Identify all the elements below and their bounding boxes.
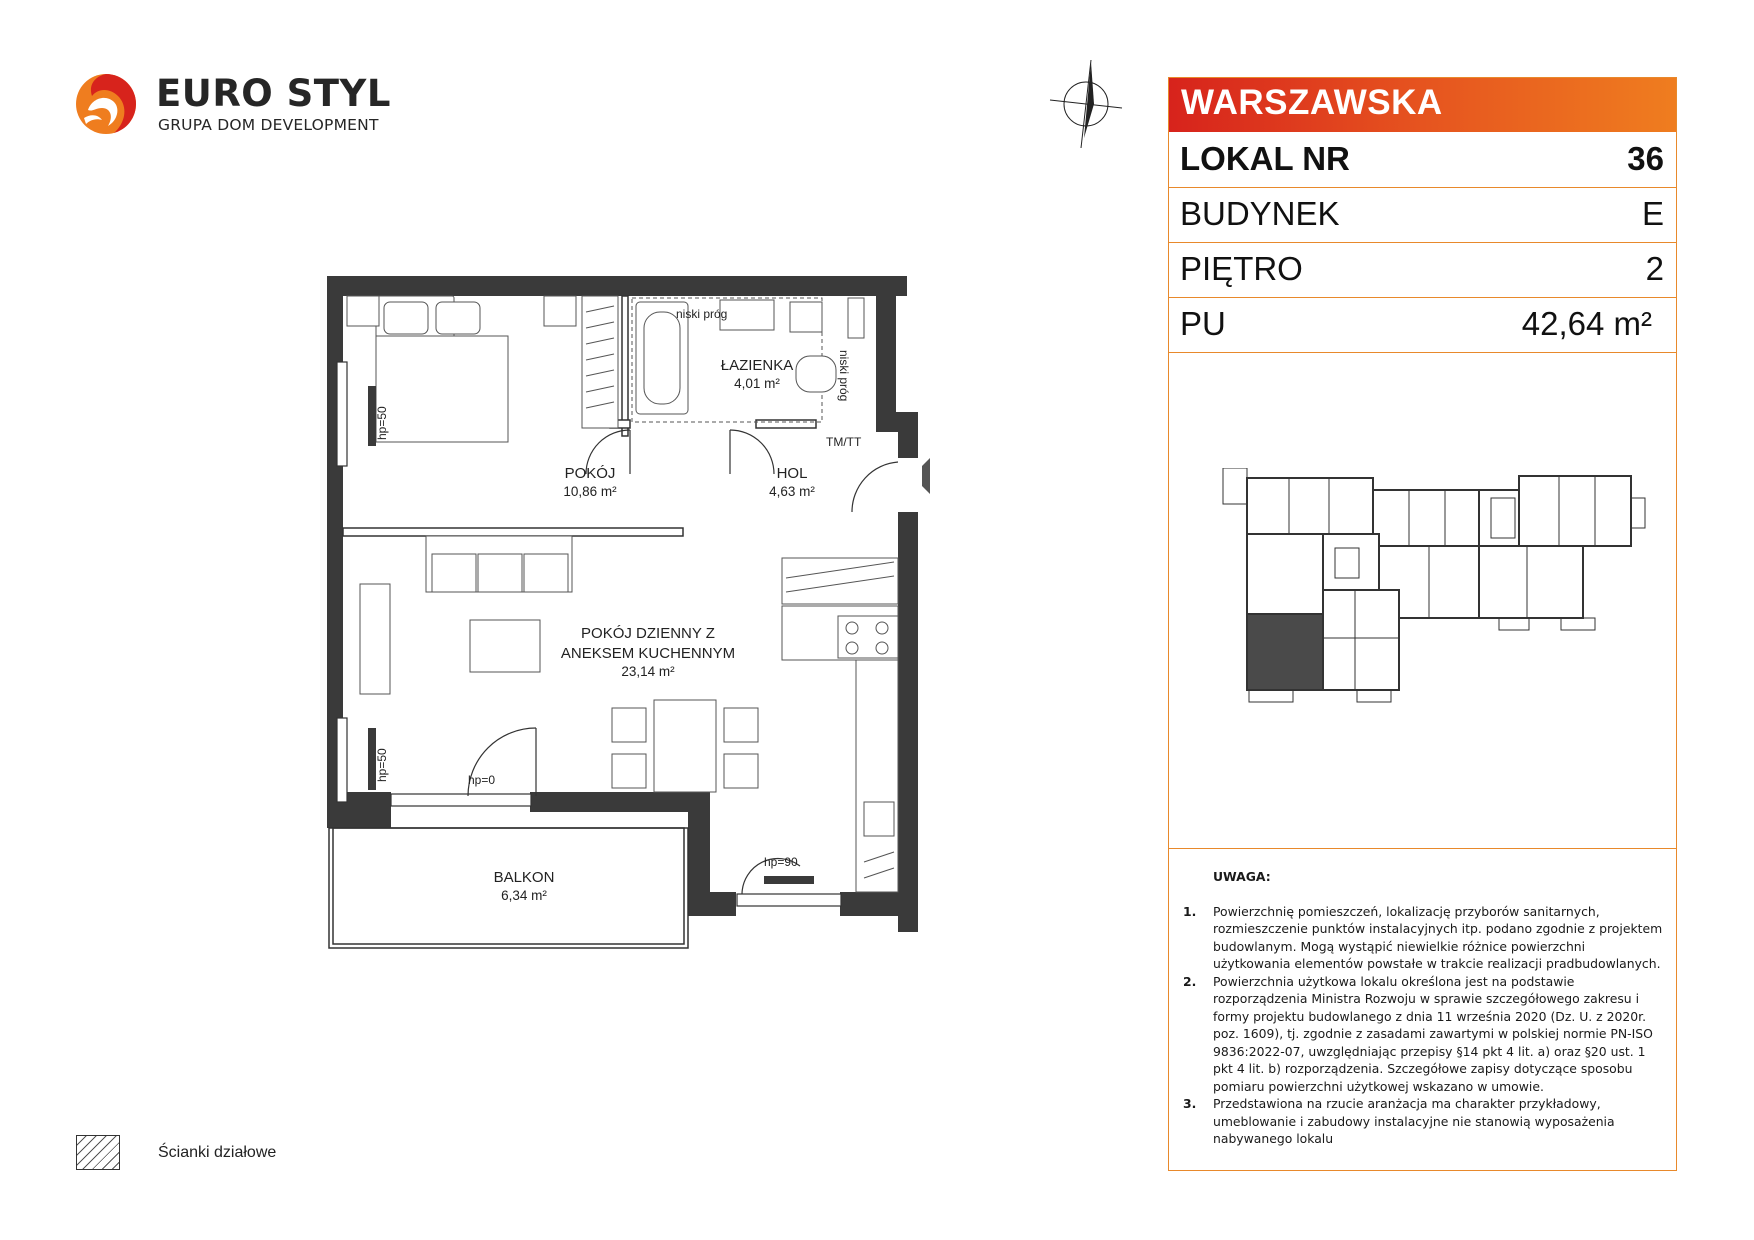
row-pietro xyxy=(1169,242,1676,298)
euro-styl-logo xyxy=(74,70,394,140)
hall-name: HOL xyxy=(776,465,808,482)
hp0-label: hp=0 xyxy=(468,773,496,787)
note-item xyxy=(1183,903,1663,973)
budynek-label: BUDYNEK xyxy=(1180,195,1340,232)
living-room-name-2: ANEKSEM KUCHENNYM xyxy=(560,645,736,662)
note-number: 3. xyxy=(1183,1096,1197,1111)
apartment-info-panel xyxy=(1168,77,1677,1171)
panel-header xyxy=(1169,78,1676,132)
note-item xyxy=(1183,973,1663,1096)
hp50-label-lower: hp=50 xyxy=(375,748,389,782)
bedroom-area: 10,86 m² xyxy=(563,484,617,499)
lokal-nr-value: 36 xyxy=(1627,140,1664,177)
bathroom-name: ŁAZIENKA xyxy=(720,357,794,374)
living-room-furniture xyxy=(360,536,758,792)
living-room-name: POKÓJ DZIENNY Z xyxy=(581,625,715,642)
notes-section xyxy=(1183,868,1663,1148)
street-name: WARSZAWSKA xyxy=(1181,83,1443,122)
pu-value: 42,64 m² xyxy=(1521,305,1652,342)
low-threshold-label: niski próg xyxy=(676,307,728,321)
brand-name: EURO STYL xyxy=(156,72,391,115)
kitchen-units xyxy=(782,558,898,892)
notes-divider xyxy=(1169,848,1676,849)
bedroom-name: POKÓJ xyxy=(564,465,616,482)
legend-label: Ścianki działowe xyxy=(158,1144,277,1161)
row-lokal-nr xyxy=(1169,132,1676,188)
hall-area: 4,63 m² xyxy=(769,484,815,499)
balcony-area: 6,34 m² xyxy=(501,888,547,903)
bathroom-area: 4,01 m² xyxy=(734,376,780,391)
note-number: 1. xyxy=(1183,903,1197,919)
notes-title: UWAGA: xyxy=(1213,869,1271,884)
living-room-area: 23,14 m² xyxy=(621,664,675,679)
highlighted-unit xyxy=(1247,614,1323,690)
note-text: Powierzchnia użytkowa lokalu określona jest na podstawie rozporządzenia Ministra Rozwoju w sprawie szczegółowego zakresu i formy projektu budowlanego z dnia 11 września 2020 (Dz. U. z 2020r. poz. 1609), tj. zgodnie z zasadami zawartymi w polskiej normie PN-ISO 9836:2022-07, uwzględniając przepisy §14 pkt 4 lit. a) oraz §20 ust. 1 pkt 4 lit. b) rozporządzenia. Szczegółowe zapisy dotyczące sposobu pomiaru powierzchni użytkowej wskazano w umowie. xyxy=(1213,973,1653,1094)
budynek-value: E xyxy=(1641,195,1664,232)
partition-wall-swatch xyxy=(76,1135,120,1170)
building-key-plan xyxy=(1209,468,1653,768)
hp50-label-upper: hp=50 xyxy=(375,406,389,440)
note-text: Powierzchnię pomieszczeń, lokalizację przyborów sanitarnych, rozmieszczenie punktów instalacyjnych itp. podano zgodnie z projektem budowlanym. Mogą wystąpić niewielkie różnice powierzchni użytkowania elementów powstałe w trakcie realizacji pradbudowlanych. xyxy=(1213,903,1663,971)
row-pu xyxy=(1169,297,1676,353)
balcony-name: BALKON xyxy=(493,869,555,886)
floor-plan xyxy=(300,262,930,962)
note-number: 2. xyxy=(1183,973,1197,989)
pietro-value: 2 xyxy=(1645,250,1664,287)
lokal-nr-label: LOKAL NR xyxy=(1180,140,1350,177)
pietro-label: PIĘTRO xyxy=(1180,250,1303,287)
row-budynek xyxy=(1169,187,1676,243)
brand-subtitle: GRUPA DOM DEVELOPMENT xyxy=(158,116,379,134)
note-text: Przedstawiona na rzucie aranżacja ma charakter przykładowy, umeblowanie i zabudowy instalacyjne nie stanowią wyposażenia nabywanego lokalu xyxy=(1213,1096,1615,1146)
north-arrow-icon xyxy=(1048,58,1124,150)
tm-tt-label: TM/TT xyxy=(826,435,862,449)
note-item xyxy=(1183,1095,1663,1148)
entrance-door-icon xyxy=(922,458,930,494)
low-threshold-label-2: niski próg xyxy=(837,350,851,402)
hp90-label: hp=90 xyxy=(764,855,798,869)
pu-label: PU xyxy=(1180,305,1226,342)
flame-logo-icon xyxy=(74,70,138,138)
